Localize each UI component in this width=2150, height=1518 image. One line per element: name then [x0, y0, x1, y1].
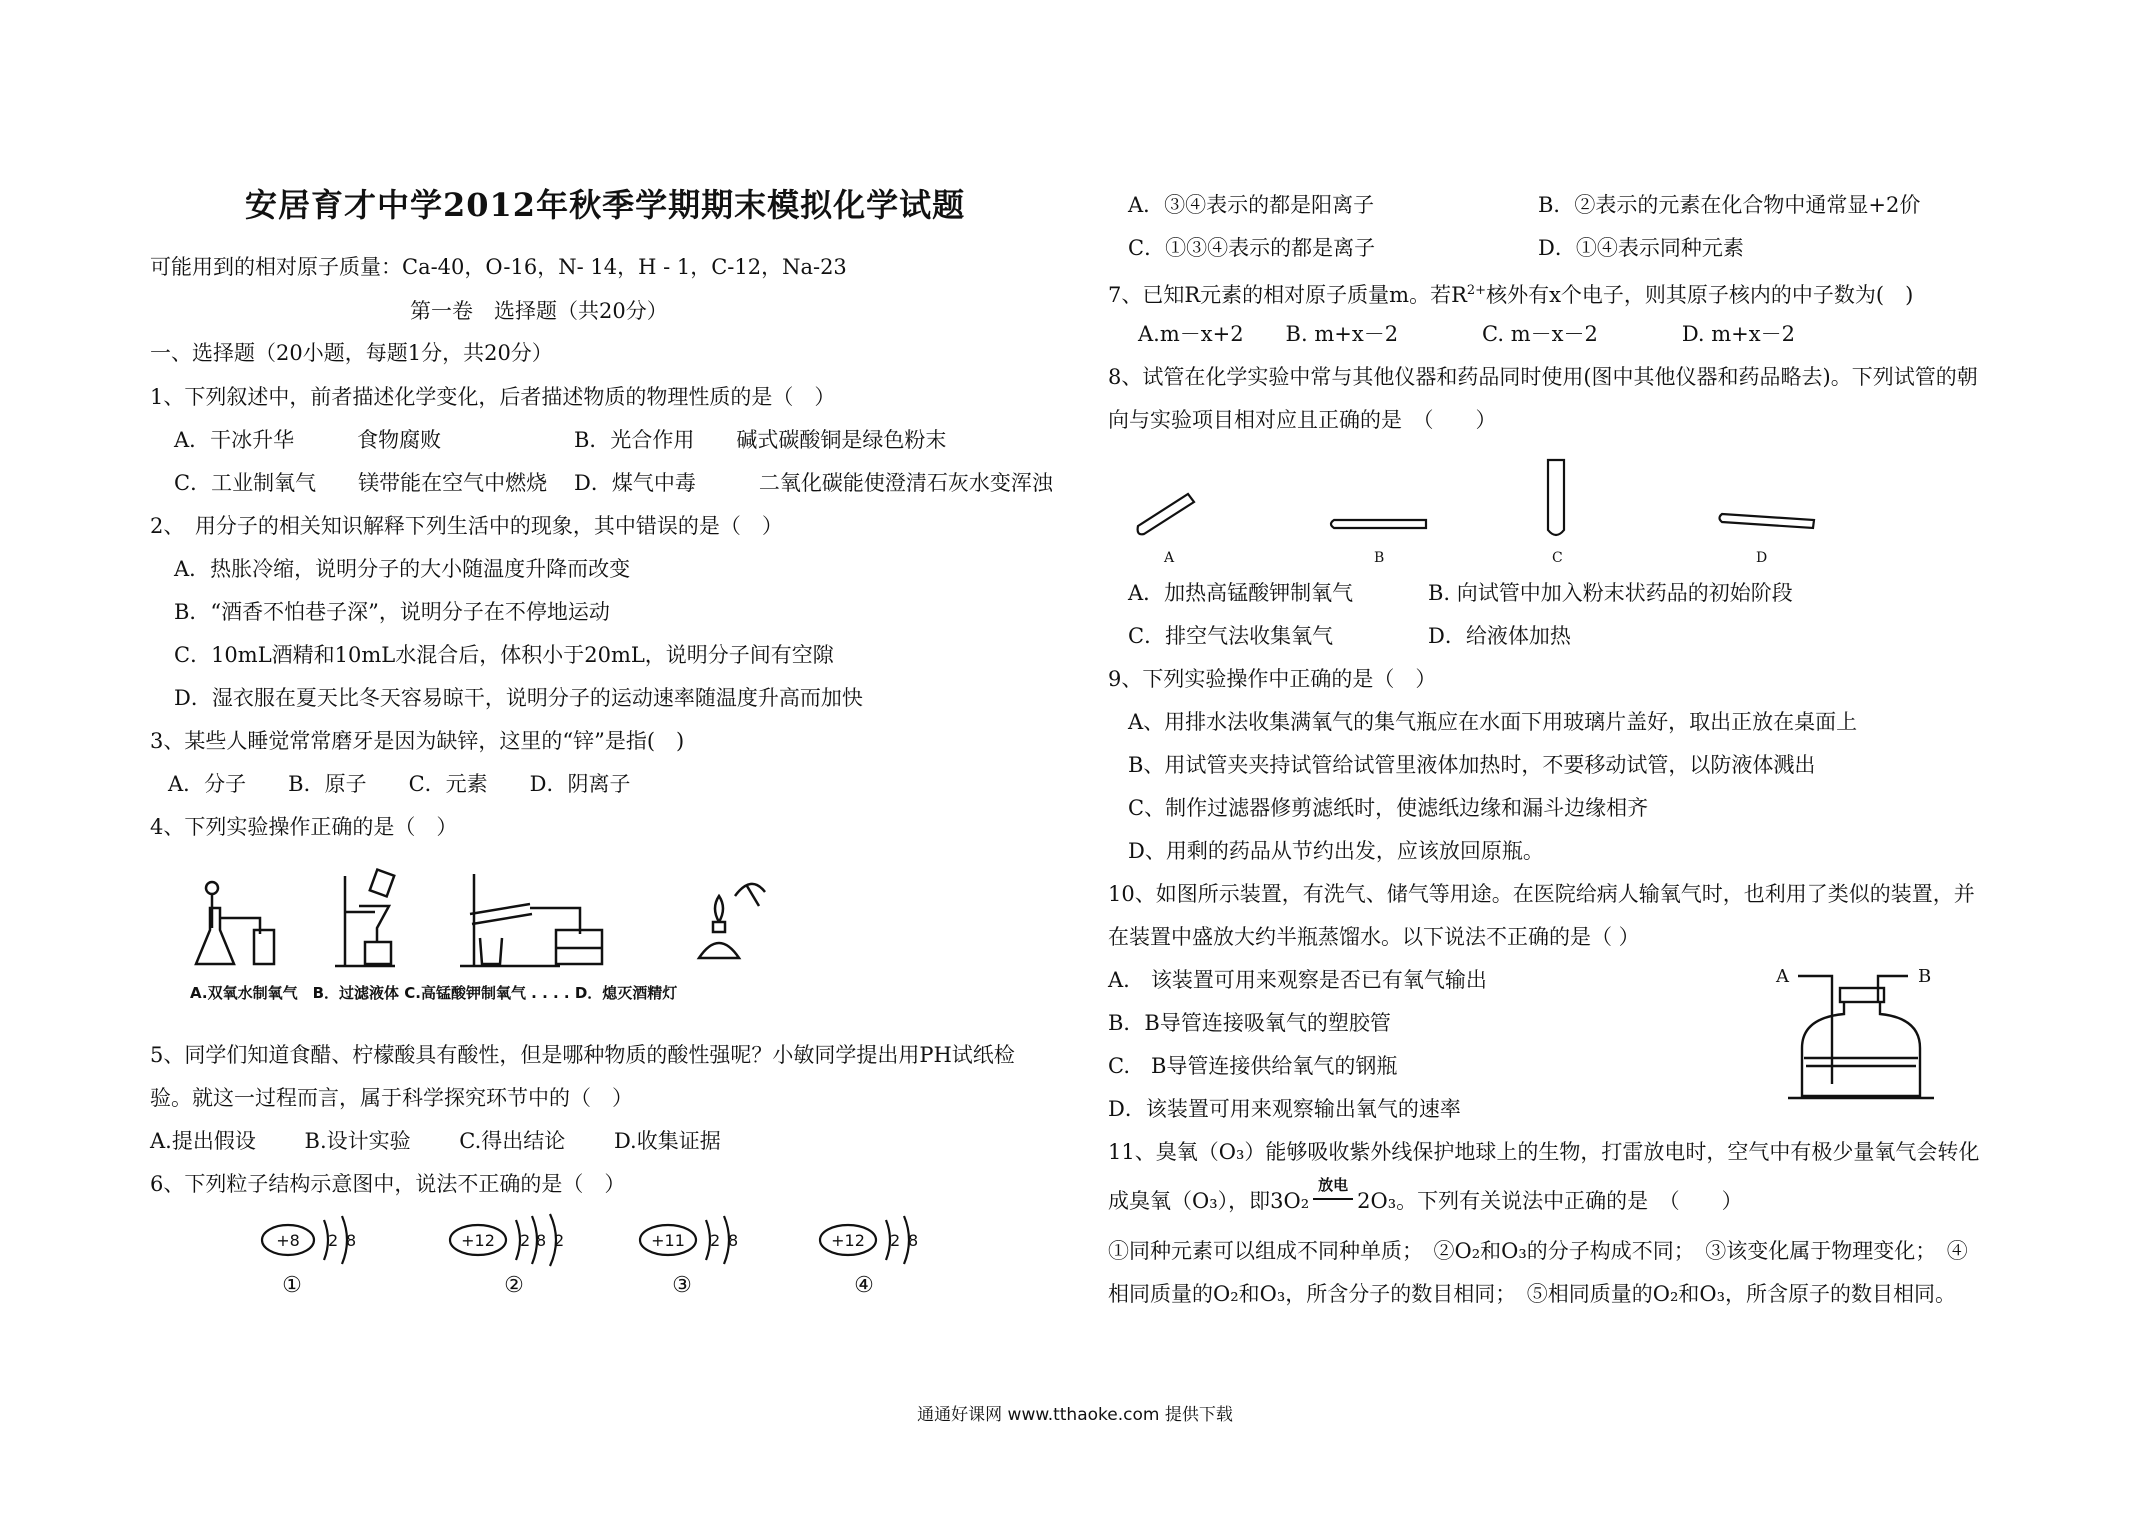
tube-c-label: C [1552, 550, 1563, 566]
atom-1-nucleus: +8 [276, 1231, 300, 1250]
q7-stem-post: 核外有x个电子，则其原子核内的中子数为( ) [1486, 283, 1914, 307]
q11-reaction-arrow [1309, 1176, 1357, 1216]
q1-option-c: C．工业制氧气 镁带能在空气中燃烧 [174, 471, 548, 495]
atom-4-label: ④ [854, 1273, 874, 1298]
q6-option-d: D．①④表示同种元素 [1538, 236, 1744, 260]
q8-option-a: A．加热高锰酸钾制氧气 [1128, 581, 1354, 605]
q2-option-b: B．“酒香不怕巷子深”，说明分子在不停地运动 [174, 600, 610, 624]
q4-apparatus-figure [190, 868, 830, 972]
page-footer: 通通好课网 www.tthaoke.com 提供下载 [917, 1405, 1233, 1425]
atom-2-shell-2: 8 [536, 1231, 547, 1250]
heating-apparatus-icon [460, 874, 602, 966]
gas-bottle-label-a: A [1776, 966, 1789, 987]
flask-apparatus-icon [196, 882, 274, 964]
q10-option-b: B．B导管连接吸氧气的塑胶管 [1108, 1011, 1391, 1035]
exam-title: 安居育才中学2012年秋季学期期末模拟化学试题 [245, 186, 966, 224]
q8-option-b: B. 向试管中加入粉末状药品的初始阶段 [1428, 581, 1793, 605]
atom-1-shell-2: 8 [346, 1231, 357, 1250]
q11-line4: 相同质量的O₂和O₃，所含分子的数目相同； ⑤相同质量的O₂和O₃，所含原子的数目相同。 [1108, 1282, 1957, 1306]
q9-option-a: A、用排水法收集满氧气的集气瓶应在水面下用玻璃片盖好，取出正放在桌面上 [1128, 710, 1858, 734]
atom-diagram-4 [820, 1216, 918, 1298]
q2-option-c: C．10mL酒精和10mL水混合后，体积小于20mL，说明分子间有空隙 [174, 643, 834, 667]
q7-stem-pre: 7、已知R元素的相对原子质量m。若R [1108, 283, 1467, 307]
tube-b-label: B [1374, 550, 1385, 566]
q5-line1: 5、同学们知道食醋、柠檬酸具有酸性，但是哪种物质的酸性强呢？小敏同学提出用PH试纸检 [150, 1043, 1015, 1067]
q11-line1: 11、臭氧（O₃）能够吸收紫外线保护地球上的生物，打雷放电时，空气中有极少量氧气会转化 [1108, 1140, 1980, 1164]
q3-stem: 3、某些人睡觉常常磨牙是因为缺锌，这里的“锌”是指( ) [150, 729, 685, 753]
q2-option-a: A．热胀冷缩，说明分子的大小随温度升降而改变 [174, 557, 631, 581]
atom-2-shell-1: 2 [520, 1231, 531, 1250]
atom-4-shell-2: 8 [908, 1231, 919, 1250]
q8-option-d: D．给液体加热 [1428, 624, 1571, 648]
atom-3-shell-2: 8 [728, 1231, 739, 1250]
q6-option-c: C．①③④表示的都是离子 [1128, 236, 1376, 260]
test-tube-c-icon [1548, 460, 1564, 566]
atom-3-nucleus: +11 [651, 1231, 685, 1250]
test-tube-a-icon [1138, 494, 1194, 566]
atom-3-shell-1: 2 [710, 1231, 721, 1250]
q6-stem: 6、下列粒子结构示意图中，说法不正确的是（ ） [150, 1172, 626, 1196]
gas-bottle-label-b: B [1918, 966, 1932, 987]
q11-line2-post: 2O₃。下列有关说法中正确的是 （ ） [1357, 1189, 1743, 1213]
q11-line3: ①同种元素可以组成不同种单质； ②O₂和O₃的分子构成不同； ③该变化属于物理变化； ④ [1108, 1239, 1968, 1263]
q7-options: A.m－x+2 B. m+x－2 C. m－x－2 D. m+x－2 [1138, 322, 1795, 346]
atom-2-nucleus: +12 [461, 1231, 495, 1250]
gas-bottle-icon [1788, 976, 1934, 1098]
q5-line2: 验。就这一过程而言，属于科学探究环节中的（ ） [150, 1086, 633, 1110]
q5-options: A.提出假设 B.设计实验 C.得出结论 D.收集证据 [150, 1129, 721, 1153]
q10-line2: 在装置中盛放大约半瓶蒸馏水。以下说法不正确的是（ ） [1108, 925, 1640, 949]
q10-option-a: A. 该装置可用来观察是否已有氧气输出 [1108, 968, 1487, 992]
q4-stem: 4、下列实验操作正确的是（ ） [150, 815, 458, 839]
atom-4-nucleus: +12 [831, 1231, 865, 1250]
q9-option-b: B、用试管夹夹持试管给试管里液体加热时，不要移动试管，以防液体溅出 [1128, 753, 1816, 777]
q9-option-d: D、用剩的药品从节约出发，应该放回原瓶。 [1128, 839, 1544, 863]
q11-line2 [1108, 1176, 1743, 1216]
atom-1-label: ① [282, 1273, 302, 1298]
atom-diagram-3 [640, 1216, 738, 1298]
q8-line1: 8、试管在化学实验中常与其他仪器和药品同时使用(图中其他仪器和药品略去)。下列试管的朝 [1108, 365, 1978, 389]
q11-condition: 放电 [1318, 1176, 1349, 1194]
q10-option-d: D．该装置可用来观察输出氧气的速率 [1108, 1097, 1461, 1121]
tube-d-label: D [1756, 550, 1768, 566]
q2-stem: 2、 用分子的相关知识解释下列生活中的现象，其中错误的是（ ） [150, 514, 783, 538]
q1-stem: 1、下列叙述中，前者描述化学变化，后者描述物质的物理性质的是（ ） [150, 385, 836, 409]
q8-line2: 向与实验项目相对应且正确的是 （ ） [1108, 408, 1497, 432]
section-one-heading: 一、选择题（20小题，每题1分，共20分） [150, 341, 553, 365]
atom-4-shell-1: 2 [890, 1231, 901, 1250]
alcohol-lamp-icon [699, 884, 765, 958]
filtration-icon [335, 870, 395, 966]
q9-stem: 9、下列实验操作中正确的是（ ） [1108, 667, 1437, 691]
test-tube-b-icon [1331, 520, 1426, 566]
q8-test-tube-figure [1128, 458, 1848, 568]
q1-option-b: B．光合作用 碱式碳酸铜是绿色粉末 [574, 428, 947, 452]
atom-3-label: ③ [672, 1273, 692, 1298]
q7-stem [1108, 276, 1913, 310]
atom-2-shell-3: 2 [554, 1231, 565, 1250]
test-tube-d-icon [1720, 514, 1815, 566]
q10-line1: 10、如图所示装置，有洗气、储气等用途。在医院给病人输氧气时，也利用了类似的装置，并 [1108, 882, 1975, 906]
q1-option-d: D．煤气中毒 二氧化碳能使澄清石灰水变浑浊 [574, 471, 1053, 495]
q1-option-a: A．干冰升华 食物腐败 [174, 428, 442, 452]
q4-caption: A.双氧水制氧气 B．过滤液体 C.高锰酸钾制氧气 . . . . D．熄灭酒精灯 [190, 984, 678, 1002]
q10-gas-bottle-figure [1768, 958, 1968, 1108]
q6-option-b: B．②表示的元素在化合物中通常显+2价 [1538, 193, 1921, 217]
q10-option-c: C. B导管连接供给氧气的钢瓶 [1108, 1054, 1398, 1078]
atom-diagram-2 [450, 1214, 564, 1298]
atom-diagram-1 [262, 1216, 356, 1298]
q3-options: A．分子 B．原子 C．元素 D．阴离子 [168, 772, 631, 796]
q11-line2-pre: 成臭氧（O₃），即3O₂ [1108, 1189, 1310, 1213]
part-one-heading: 第一卷 选择题（共20分） [410, 299, 668, 323]
q6-option-a: A．③④表示的都是阳离子 [1128, 193, 1375, 217]
q6-atom-diagrams [258, 1212, 938, 1298]
q2-option-d: D．湿衣服在夏天比冬天容易晾干，说明分子的运动速率随温度升高而加快 [174, 686, 863, 710]
atomic-masses: 可能用到的相对原子质量：Ca-40，O-16，N- 14，H - 1，C-12，Na-23 [150, 255, 847, 279]
q9-option-c: C、制作过滤器修剪滤纸时，使滤纸边缘和漏斗边缘相齐 [1128, 796, 1649, 820]
tube-a-label: A [1164, 550, 1175, 566]
q11-equals-line [1313, 1198, 1353, 1200]
atom-1-shell-1: 2 [328, 1231, 339, 1250]
q8-option-c: C．排空气法收集氧气 [1128, 624, 1334, 648]
q7-stem-sup: 2+ [1466, 283, 1487, 298]
atom-2-label: ② [504, 1273, 524, 1298]
